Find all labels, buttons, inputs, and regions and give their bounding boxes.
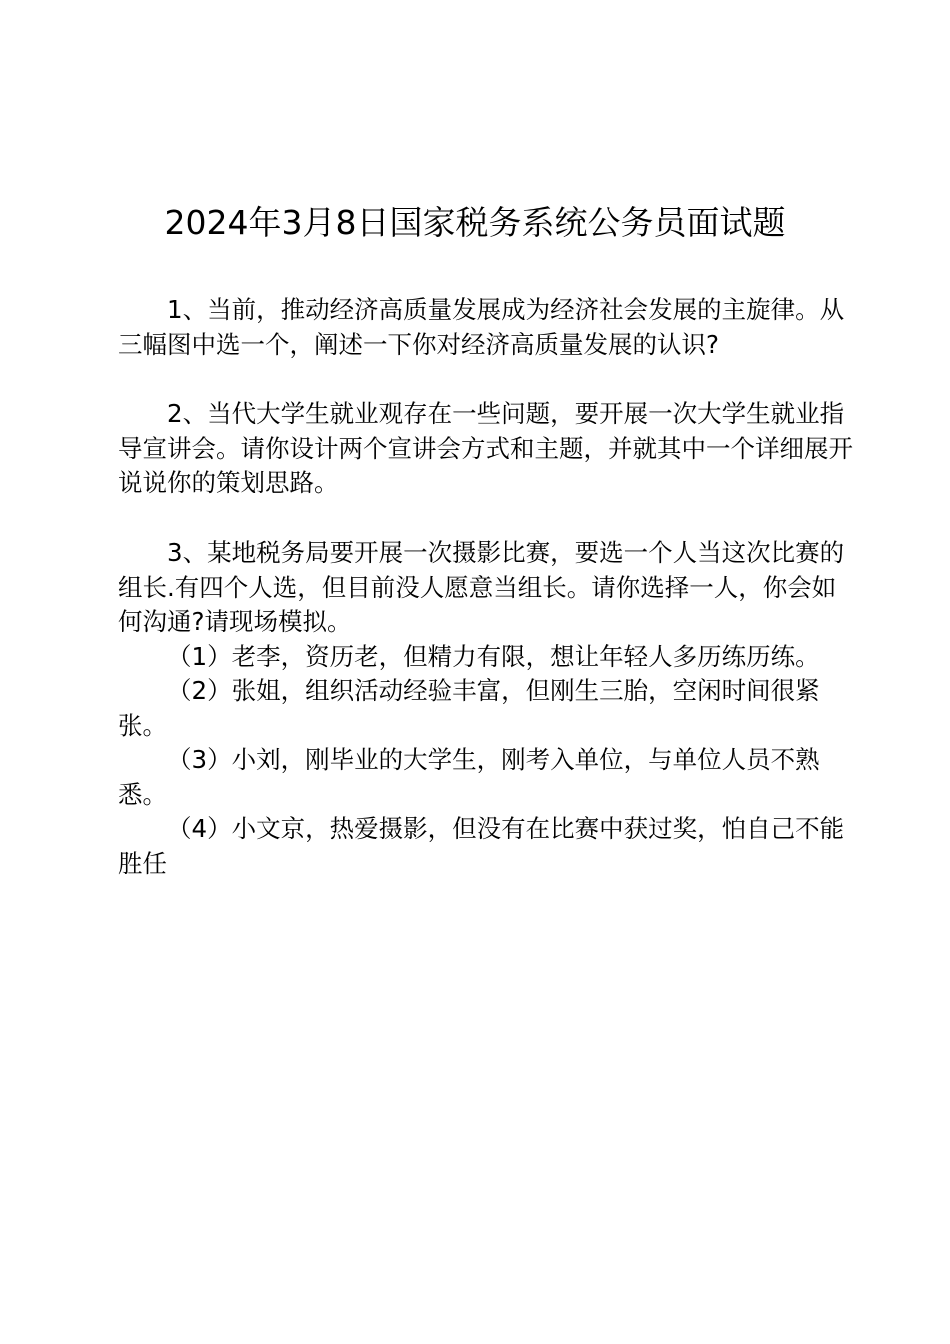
question-2-text: 2、当代大学生就业观存在一些问题，要开展一次大学生就业指导宣讲会。请你设计两个宣讲会方式和主题，并就其中一个详细展开说说你的策划思路。 bbox=[118, 399, 853, 497]
question-3-option-1: （1）老李，资历老，但精力有限，想让年轻人多历练历练。 bbox=[167, 641, 820, 671]
question-1 bbox=[118, 293, 853, 362]
question-3-option-3: （3）小刘，刚毕业的大学生，刚考入单位，与单位人员不熟悉。 bbox=[118, 745, 820, 809]
question-3-option-4: （4）小文京，热爱摄影，但没有在比赛中获过奖，怕自己不能胜任 bbox=[118, 814, 845, 878]
question-1-text: 1、当前，推动经济高质量发展成为经济社会发展的主旋律。从三幅图中选一个，阐述一下你对经济高质量发展的认识? bbox=[118, 295, 845, 359]
document-title: 2024年3月8日国家税务系统公务员面试题 bbox=[164, 203, 786, 242]
question-3 bbox=[118, 536, 853, 881]
question-3-text: 3、某地税务局要开展一次摄影比赛，要选一个人当这次比赛的组长.有四个人选，但目前没人愿意当组长。请你选择一人，你会如何沟通?请现场模拟。 bbox=[118, 538, 845, 636]
question-3-option-2: （2）张姐，组织活动经验丰富，但刚生三胎，空闲时间很紧张。 bbox=[118, 676, 820, 740]
question-2 bbox=[118, 397, 853, 501]
